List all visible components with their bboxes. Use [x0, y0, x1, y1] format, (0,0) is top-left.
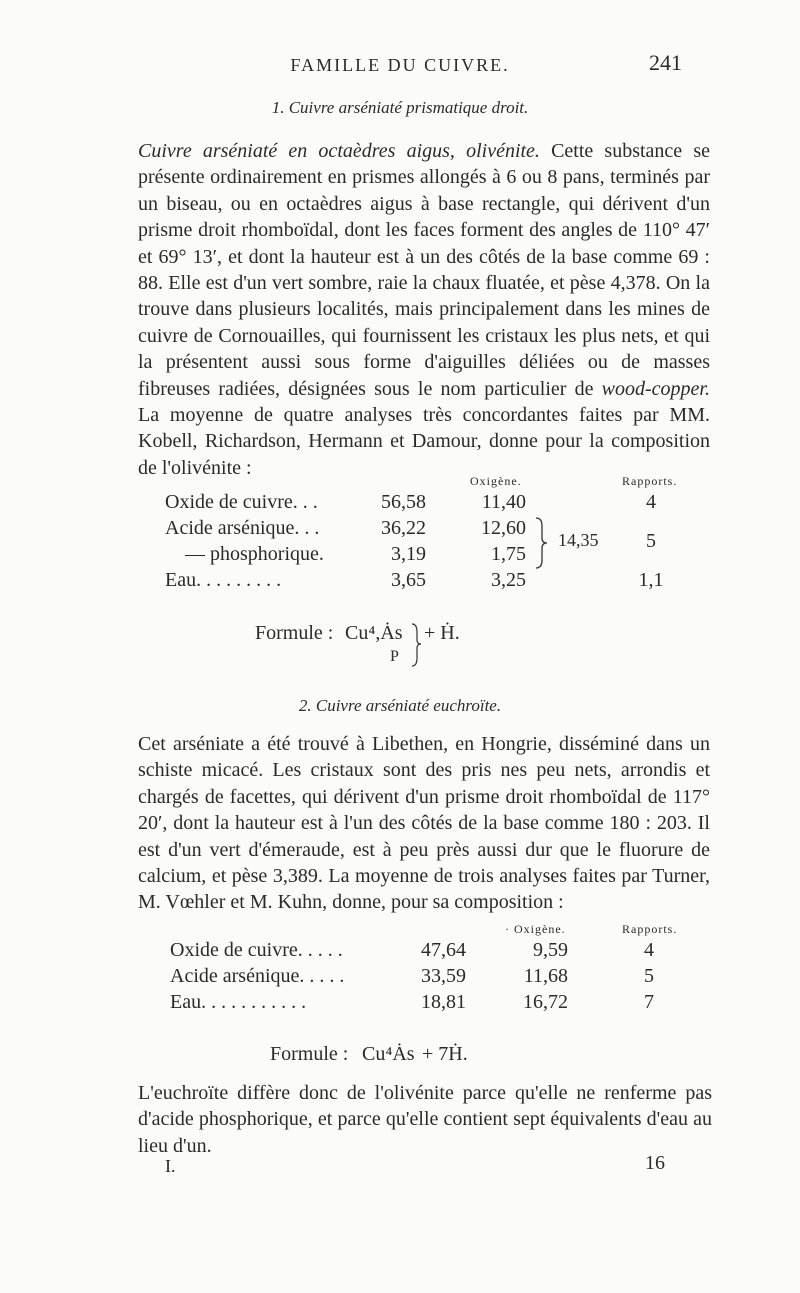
olivenite-name: Cuivre arséniaté en octaèdres aigus, olivénite.: [138, 140, 540, 162]
ratio-column-header: Rapports.: [622, 474, 678, 488]
ratio-column-header: Rapports.: [622, 922, 678, 936]
table-row-oxygen: 1,75: [491, 543, 526, 565]
table-row-name: — phosphorique.: [185, 543, 324, 565]
table-row-value: 36,22: [381, 517, 426, 539]
formula-water: + 7Ḣ.: [422, 1043, 468, 1065]
section-1-title: 1. Cuivre arséniaté prismatique droit.: [271, 98, 529, 117]
table-row-oxygen: 12,60: [481, 517, 526, 539]
table-row-ratio: 4: [644, 939, 654, 961]
table-row-name: Eau. . . . . . . . . . .: [170, 991, 307, 1013]
formula-brace-icon: [410, 622, 424, 670]
brace-oxygen-sum: 14,35: [558, 530, 599, 550]
table-row-name: Oxide de cuivre. . . . .: [170, 939, 343, 961]
table-row-oxygen: 11,40: [481, 491, 526, 513]
table-row-value: 3,65: [391, 569, 426, 591]
table-row-value: 56,58: [381, 491, 426, 513]
formula-label: Formule :: [270, 1043, 349, 1065]
table-row-name: Acide arsénique. . . . .: [170, 965, 345, 987]
signature-mark-right: 16: [645, 1152, 665, 1174]
table-row-name: Acide arsénique. . .: [165, 517, 320, 539]
table-row-value: 47,64: [421, 939, 466, 961]
table-row-value: 3,19: [391, 543, 426, 565]
oxygen-column-header: Oxigène.: [470, 474, 522, 488]
table-row-name: Eau. . . . . . . . .: [165, 569, 282, 591]
table-row-oxygen: 9,59: [533, 939, 568, 961]
running-header: FAMILLE DU CUIVRE.: [290, 55, 510, 75]
table-row-ratio: 1,1: [638, 569, 664, 591]
table-row-oxygen: 3,25: [491, 569, 526, 591]
wood-copper-term: wood-copper.: [601, 377, 710, 400]
curly-brace-icon: [532, 516, 552, 570]
table-row-value: 33,59: [421, 965, 466, 987]
olivenite-analysis-intro: La moyenne de quatre analyses très concordantes faites par MM. Kobell, Richardson, Hermann et Damour, donne pour la composition de l'olivénite :: [138, 404, 710, 479]
table-row-ratio: 4: [646, 491, 656, 513]
formula-label: Formule :: [255, 622, 334, 644]
closing-paragraph: L'euchroïte diffère donc de l'olivénite parce qu'elle ne renferme pas d'acide phosphorique, et parce qu'elle contient sept équivalents d'eau au lieu d'un.: [138, 1082, 712, 1157]
formula-main: Cu⁴Ȧs: [362, 1043, 415, 1065]
formula-sub: P: [390, 648, 399, 665]
olivenite-description: Cette substance se présente ordinairement en prismes allongés à 6 ou 8 pans, terminés par un biseau, ou en octaèdres aigus à base rectangle, qui dérivent d'un prisme droit rhomboïdal, dont les faces forment des angles de 110° 47′ et 69° 13′, et dont la hauteur est à un des côtés de la base comme 69 : 88. Elle est d'un vert sombre, raie la chaux fluatée, et pèse 4,378. On la trouve dans plusieurs localités, mais principalement dans les mines de cuivre de Cornouailles, qui fournissent les cristaux les plus nets, et qui la présentent aussi sous forme d'aiguilles déliées ou de masses fibreuses radiées, désignées sous le nom particulier de: [138, 140, 710, 400]
brace-ratio: 5: [646, 530, 656, 552]
formula-main: Cu⁴,Ȧs: [345, 622, 403, 644]
table-row-ratio: 7: [644, 991, 654, 1013]
oxygen-column-header: · Oxigène.: [505, 922, 566, 936]
section-2-title: 2. Cuivre arséniaté euchroïte.: [298, 696, 502, 715]
table-row-oxygen: 11,68: [523, 965, 568, 987]
table-row-oxygen: 16,72: [523, 991, 568, 1013]
section-2-paragraph: Cet arséniate a été trouvé à Libethen, en Hongrie, disséminé dans un schiste micacé. Les cristaux sont des pris nes peu nets, arrondis et chargés de facettes, qui dérivent d'un prisme droit rhomboïdal de 117° 20′, dont la hauteur est à l'un des côtés de la base comme 180 : 203. Il est d'un vert d'émeraude, est à peu près aussi dur que le fluorure de calcium, et pèse 3,389. La moyenne de trois analyses faites par Turner, M. Vœhler et M. Kuhn, donne, pour sa composition :: [138, 733, 710, 914]
table-row-value: 18,81: [421, 991, 466, 1013]
signature-mark-left: I.: [165, 1156, 176, 1176]
section-1-paragraph: [138, 138, 710, 481]
page-number: 241: [649, 50, 682, 75]
table-row-name: Oxide de cuivre. . .: [165, 491, 318, 513]
formula-water: + Ḣ.: [424, 622, 460, 644]
table-row-ratio: 5: [644, 965, 654, 987]
